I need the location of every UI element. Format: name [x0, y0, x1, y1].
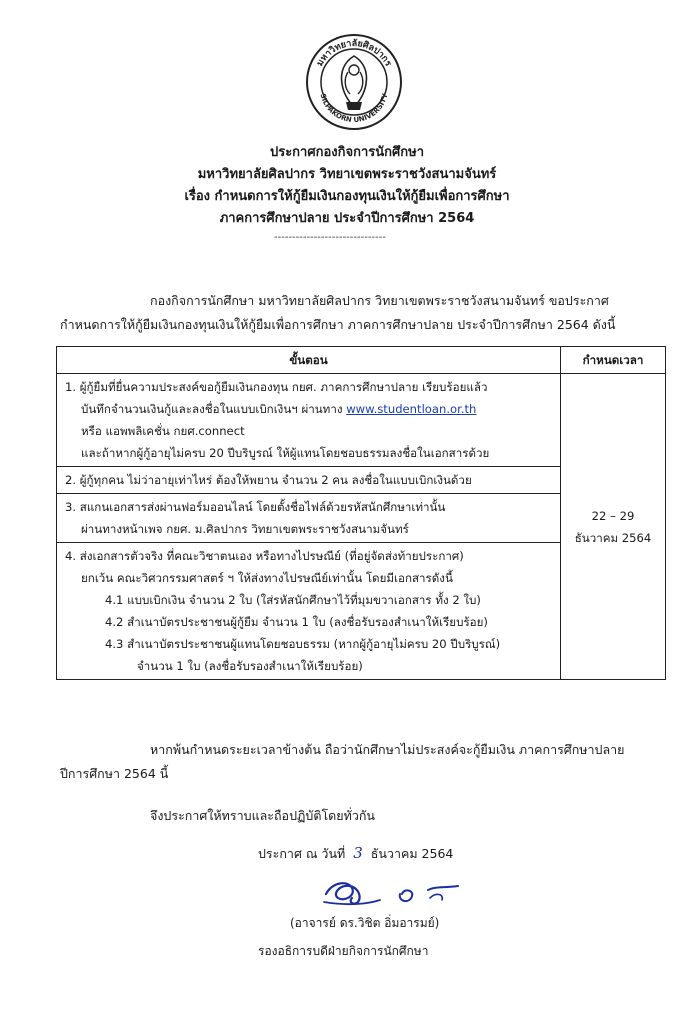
handwritten-signature — [318, 872, 478, 912]
seal-text-thai: มหาวิทยาลัยศิลปากร — [315, 38, 393, 69]
studentloan-link[interactable]: www.studentloan.or.th — [346, 402, 477, 416]
signatory-title: รองอธิการบดีฝ่ายกิจการนักศึกษา — [258, 944, 429, 958]
closing-line-1: หากพ้นกำหนดระยะเวลาข้างต้น ถือว่านักศึกษาไม่ประสงค์จะกู้ยืมเงิน ภาคการศึกษาปลาย — [150, 742, 625, 757]
step-1-line-2 — [65, 398, 552, 420]
step-3-line-1: 3. สแกนเอกสารส่งผ่านฟอร์มออนไลน์ โดยตั้งชื่อไฟล์ด้วยรหัสนักศึกษาเท่านั้น — [65, 500, 446, 514]
step-1-line-2-text: บันทึกจำนวนเงินกู้และลงชื่อในแบบเบิกเงินฯ ผ่านทาง — [81, 402, 347, 416]
step-4-item-3-cont: จำนวน 1 ใบ (ลงชื่อรับรองสำเนาให้เรียบร้อย) — [137, 659, 363, 673]
step-1 — [57, 374, 561, 467]
step-2 — [57, 467, 561, 494]
table-header-row — [57, 347, 666, 374]
schedule-table — [56, 346, 666, 680]
heading-university: มหาวิทยาลัยศิลปากร วิทยาเขตพระราชวังสนามจันทร์ — [197, 167, 497, 182]
step-2-line-1: 2. ผู้กู้ทุกคน ไม่ว่าอายุเท่าไหร่ ต้องให้พยาน จำนวน 2 คน ลงชื่อในแบบเบิกเงินด้วย — [65, 473, 472, 487]
dateline-prefix: ประกาศ ณ วันที่ — [258, 846, 346, 861]
step-1-line-3: หรือ แอพพลิเคชั่น กยศ.connect — [81, 424, 245, 438]
intro-line-1: กองกิจการนักศึกษา มหาวิทยาลัยศิลปากร วิทยาเขตพระราชวังสนามจันทร์ ขอประกาศ — [150, 293, 609, 308]
step-4-item-1: 4.1 แบบเบิกเงิน จำนวน 2 ใบ (ใส่รหัสนักศึกษาไว้ที่มุมขวาเอกสาร ทั้ง 2 ใบ) — [105, 593, 481, 607]
heading-divider: ------------------------------- — [274, 232, 386, 243]
table-row — [57, 374, 666, 467]
intro-line-2: กำหนดการให้กู้ยืมเงินกองทุนเงินให้กู้ยืมเพื่อการศึกษา ภาคการศึกษาปลาย ประจำปีการศึกษา 2564 ดังนี้ — [60, 317, 616, 332]
step-4 — [57, 543, 561, 680]
schedule-cell — [561, 374, 666, 680]
heading-semester: ภาคการศึกษาปลาย ประจำปีการศึกษา 2564 — [219, 211, 475, 226]
step-1-line-4: และถ้าหากผู้กู้อายุไม่ครบ 20 ปีบริบูรณ์ ให้ผู้แทนโดยชอบธรรมลงชื่อในเอกสารด้วย — [81, 446, 490, 460]
step-4-line-1: 4. ส่งเอกสารตัวจริง ที่คณะวิชาตนเอง หรือทางไปรษณีย์ (ที่อยู่จัดส่งท้ายประกาศ) — [65, 549, 464, 563]
announce-line: จึงประกาศให้ทราบและถือปฏิบัติโดยทั่วกัน — [150, 808, 375, 823]
step-4-item-3: 4.3 สำเนาบัตรประชาชนผู้แทนโดยชอบธรรม (หากผู้กู้อายุไม่ครบ 20 ปีบริบูรณ์) — [105, 637, 501, 651]
dateline-day: 3 — [353, 844, 363, 862]
step-4-line-2: ยกเว้น คณะวิศวกรรมศาสตร์ ฯ ให้ส่งทางไปรษณีย์เท่านั้น โดยมีเอกสารดังนี้ — [81, 571, 453, 585]
header-steps: ขั้นตอน — [57, 347, 561, 374]
heading-office: ประกาศกองกิจการนักศึกษา — [269, 145, 425, 160]
heading-subject: เรื่อง กำหนดการให้กู้ยืมเงินกองทุนเงินให้กู้ยืมเพื่อการศึกษา — [184, 189, 510, 204]
step-4-item-2: 4.2 สำเนาบัตรประชาชนผู้กู้ยืม จำนวน 1 ใบ (ลงชื่อรับรองสำเนาให้เรียบร้อย) — [105, 615, 488, 629]
schedule-month: ธันวาคม 2564 — [574, 530, 652, 545]
schedule-range: 22 – 29 — [591, 508, 635, 523]
dateline-suffix: ธันวาคม 2564 — [370, 846, 454, 861]
seal-text-english: SILPAKORN UNIVERSITY — [318, 92, 390, 125]
step-3-line-2: ผ่านทางหน้าเพจ กยศ. ม.ศิลปากร วิทยาเขตพระราชวังสนามจันทร์ — [81, 522, 409, 536]
signatory-name: (อาจารย์ ดร.วิชิต อิ่มอารมย์) — [290, 916, 440, 930]
header-schedule: กำหนดเวลา — [561, 347, 666, 374]
university-seal-logo — [304, 32, 404, 132]
closing-line-2: ปีการศึกษา 2564 นี้ — [60, 766, 169, 781]
dateline — [258, 844, 453, 864]
step-3 — [57, 494, 561, 543]
step-1-line-1: 1. ผู้กู้ยืมที่ยื่นความประสงค์ขอกู้ยืมเงินกองทุน กยศ. ภาคการศึกษาปลาย เรียบร้อยแล้ว — [65, 380, 488, 394]
